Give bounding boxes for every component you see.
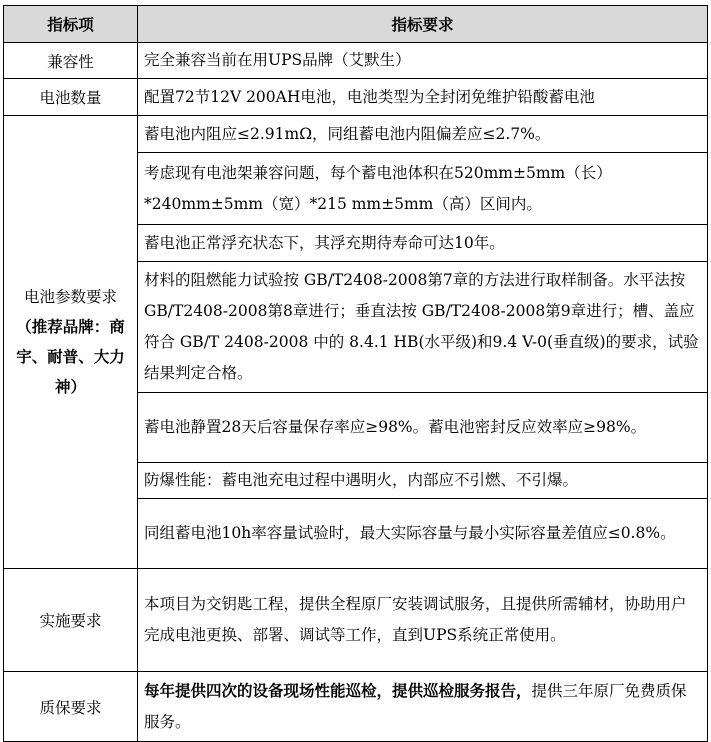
value-warranty <box>138 672 708 742</box>
row-params-0 <box>4 116 708 153</box>
row-compat <box>4 43 708 79</box>
params-item: 蓄电池正常浮充状态下，其浮充期待寿命可达10年。 <box>138 225 708 262</box>
spec-table <box>3 5 708 742</box>
header-row <box>4 6 708 43</box>
label-compat: 兼容性 <box>4 43 138 79</box>
params-item: 防爆性能：蓄电池充电过程中遇明火，内部应不引燃、不引爆。 <box>138 463 708 499</box>
value-count: 配置72节12V 200AH电池，电池类型为全封闭免维护铅酸蓄电池 <box>138 79 708 116</box>
warranty-bold: 每年提供四次的设备现场性能巡检，提供巡检服务报告， <box>144 681 532 700</box>
params-brand-note: （推荐品牌：商宇、耐普、大力神） <box>16 318 125 396</box>
label-count: 电池数量 <box>4 79 138 116</box>
params-item: 考虑现有电池架兼容问题，每个蓄电池体积在520mm±5mm（长）*240mm±5mm（宽）*215 mm±5mm（高）区间内。 <box>138 153 708 225</box>
warranty-rest: 提供三年原厂免费质保服务。 <box>144 682 687 731</box>
label-warranty: 质保要求 <box>4 672 138 742</box>
label-impl: 实施要求 <box>4 569 138 672</box>
row-count <box>4 79 708 116</box>
params-item: 同组蓄电池10h率容量试验时，最大实际容量与最小实际容量差值应≤0.8%。 <box>138 499 708 569</box>
params-item: 材料的阻燃能力试验按 GB/T2408-2008第7章的方法进行取样制备。水平法按 GB/T2408-2008第8章进行；垂直法按 GB/T2408-2008第9章进行；槽、盖应符合 GB/T 2408-2008 中的 8.4.1 HB(水平级)和9.4 V-0(垂直级)的要求，试验结果判定合格。 <box>138 262 708 393</box>
params-item: 蓄电池静置28天后容量保存率应≥98%。蓄电池密封反应效率应≥98%。 <box>138 393 708 463</box>
value-compat: 完全兼容当前在用UPS品牌（艾默生） <box>138 43 708 79</box>
header-item: 指标项 <box>4 6 138 43</box>
row-impl <box>4 569 708 672</box>
params-label: 电池参数要求 <box>23 288 117 306</box>
value-impl: 本项目为交钥匙工程，提供全程原厂安装调试服务，且提供所需辅材，协助用户完成电池更换、部署、调试等工作，直到UPS系统正常使用。 <box>138 569 708 672</box>
header-requirement: 指标要求 <box>138 6 708 43</box>
params-item: 蓄电池内阻应≤2.91mΩ，同组蓄电池内阻偏差应≤2.7%。 <box>138 116 708 153</box>
label-params <box>4 116 138 569</box>
row-warranty <box>4 672 708 742</box>
